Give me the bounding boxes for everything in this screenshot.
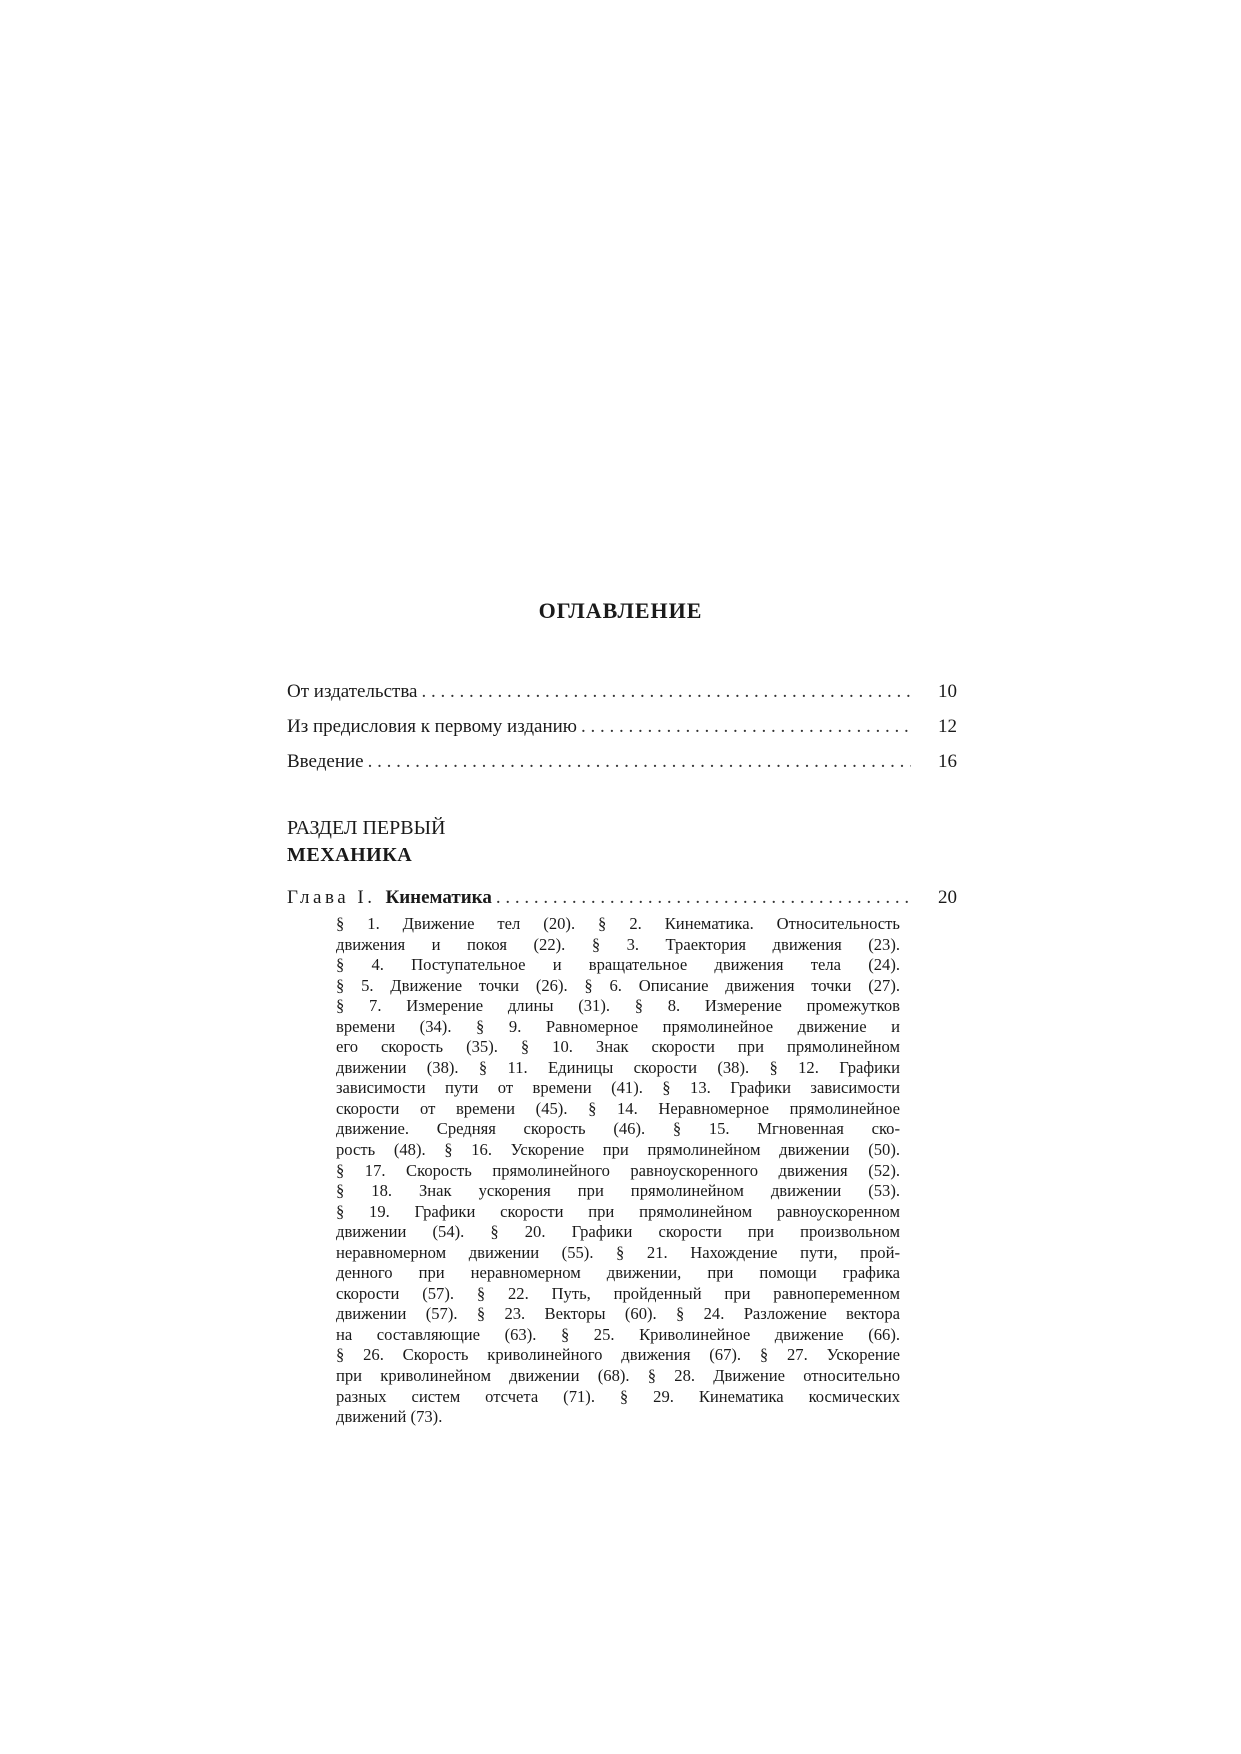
contents-line: § 4. Поступательное и вращательное движения тела (24). (336, 955, 900, 975)
contents-line: движении (54). § 20. Графики скорости при произвольном (336, 1222, 900, 1242)
contents-line: § 7. Измерение длины (31). § 8. Измерение промежутков (336, 996, 900, 1016)
toc-entry-page: 16 (938, 751, 957, 772)
section-heading (287, 815, 445, 869)
section-kicker: РАЗДЕЛ ПЕРВЫЙ (287, 817, 446, 839)
toc-entry[interactable] (287, 715, 957, 750)
section-title: МЕХАНИКА (287, 844, 413, 866)
contents-line: движении (57). § 23. Векторы (60). § 24. Разложение вектора (336, 1304, 900, 1324)
contents-line: его скорость (35). § 10. Знак скорости при прямолинейном (336, 1037, 900, 1057)
chapter-prefix: Глава I. (287, 887, 376, 908)
contents-line: времени (34). § 9. Равномерное прямолинейное движение и (336, 1016, 900, 1036)
dot-leader (422, 680, 912, 704)
contents-line: денного при неравномерном движении, при помощи графика (336, 1263, 900, 1283)
contents-line: движение. Средняя скорость (46). § 15. Мгновенная ско- (336, 1119, 900, 1139)
dot-leader (581, 715, 911, 739)
chapter-title: Кинематика (385, 887, 492, 908)
contents-line: скорости (57). § 22. Путь, пройденный при равнопеременном (336, 1283, 900, 1303)
dot-leader (368, 750, 911, 774)
contents-line: § 18. Знак ускорения при прямолинейном движении (53). (336, 1181, 900, 1201)
chapter-page: 20 (938, 887, 957, 908)
contents-line: рость (48). § 16. Ускорение при прямолинейном движении (50). (336, 1140, 900, 1160)
contents-line: при криволинейном движении (68). § 28. Движение относительно (336, 1366, 900, 1386)
toc-entry-page: 10 (938, 681, 957, 702)
contents-line: § 26. Скорость криволинейного движения (67). § 27. Ускорение (336, 1345, 900, 1365)
contents-line: движении (38). § 11. Единицы скорости (38). § 12. Графики (336, 1057, 900, 1077)
toc-entry[interactable] (287, 680, 957, 715)
dot-leader (496, 886, 911, 910)
page-title: ОГЛАВЛЕНИЕ (538, 598, 703, 623)
contents-line: движения и покоя (22). § 3. Траектория движения (23). (336, 934, 900, 954)
contents-line: § 19. Графики скорости при прямолинейном равноускоренном (336, 1201, 900, 1221)
contents-line: на составляющие (63). § 25. Криволинейное движение (66). (336, 1324, 900, 1344)
contents-line: зависимости пути от времени (41). § 13. Графики зависимости (336, 1078, 900, 1098)
contents-line: скорости от времени (45). § 14. Неравномерное прямолинейное (336, 1098, 900, 1118)
contents-line: § 1. Движение тел (20). § 2. Кинематика. Относительность (336, 914, 900, 933)
toc-entry-label: Из предисловия к первому изданию (287, 716, 578, 737)
contents-line: неравномерном движении (55). § 21. Нахождение пути, прой- (336, 1242, 900, 1262)
chapter-label (287, 886, 492, 910)
toc-entry[interactable] (287, 750, 957, 785)
toc-entry-page: 12 (938, 716, 957, 737)
contents-line: § 5. Движение точки (26). § 6. Описание движения точки (27). (336, 975, 900, 995)
toc-entry-label: От издательства (287, 681, 418, 702)
chapter-contents (336, 914, 900, 1428)
contents-line: движений (73). (336, 1407, 443, 1427)
contents-line: разных систем отсчета (71). § 29. Кинематика космических (336, 1386, 900, 1406)
toc-entry-label: Введение (287, 751, 364, 772)
front-matter-list (287, 680, 957, 785)
contents-line: § 17. Скорость прямолинейного равноускоренного движения (52). (336, 1160, 900, 1180)
